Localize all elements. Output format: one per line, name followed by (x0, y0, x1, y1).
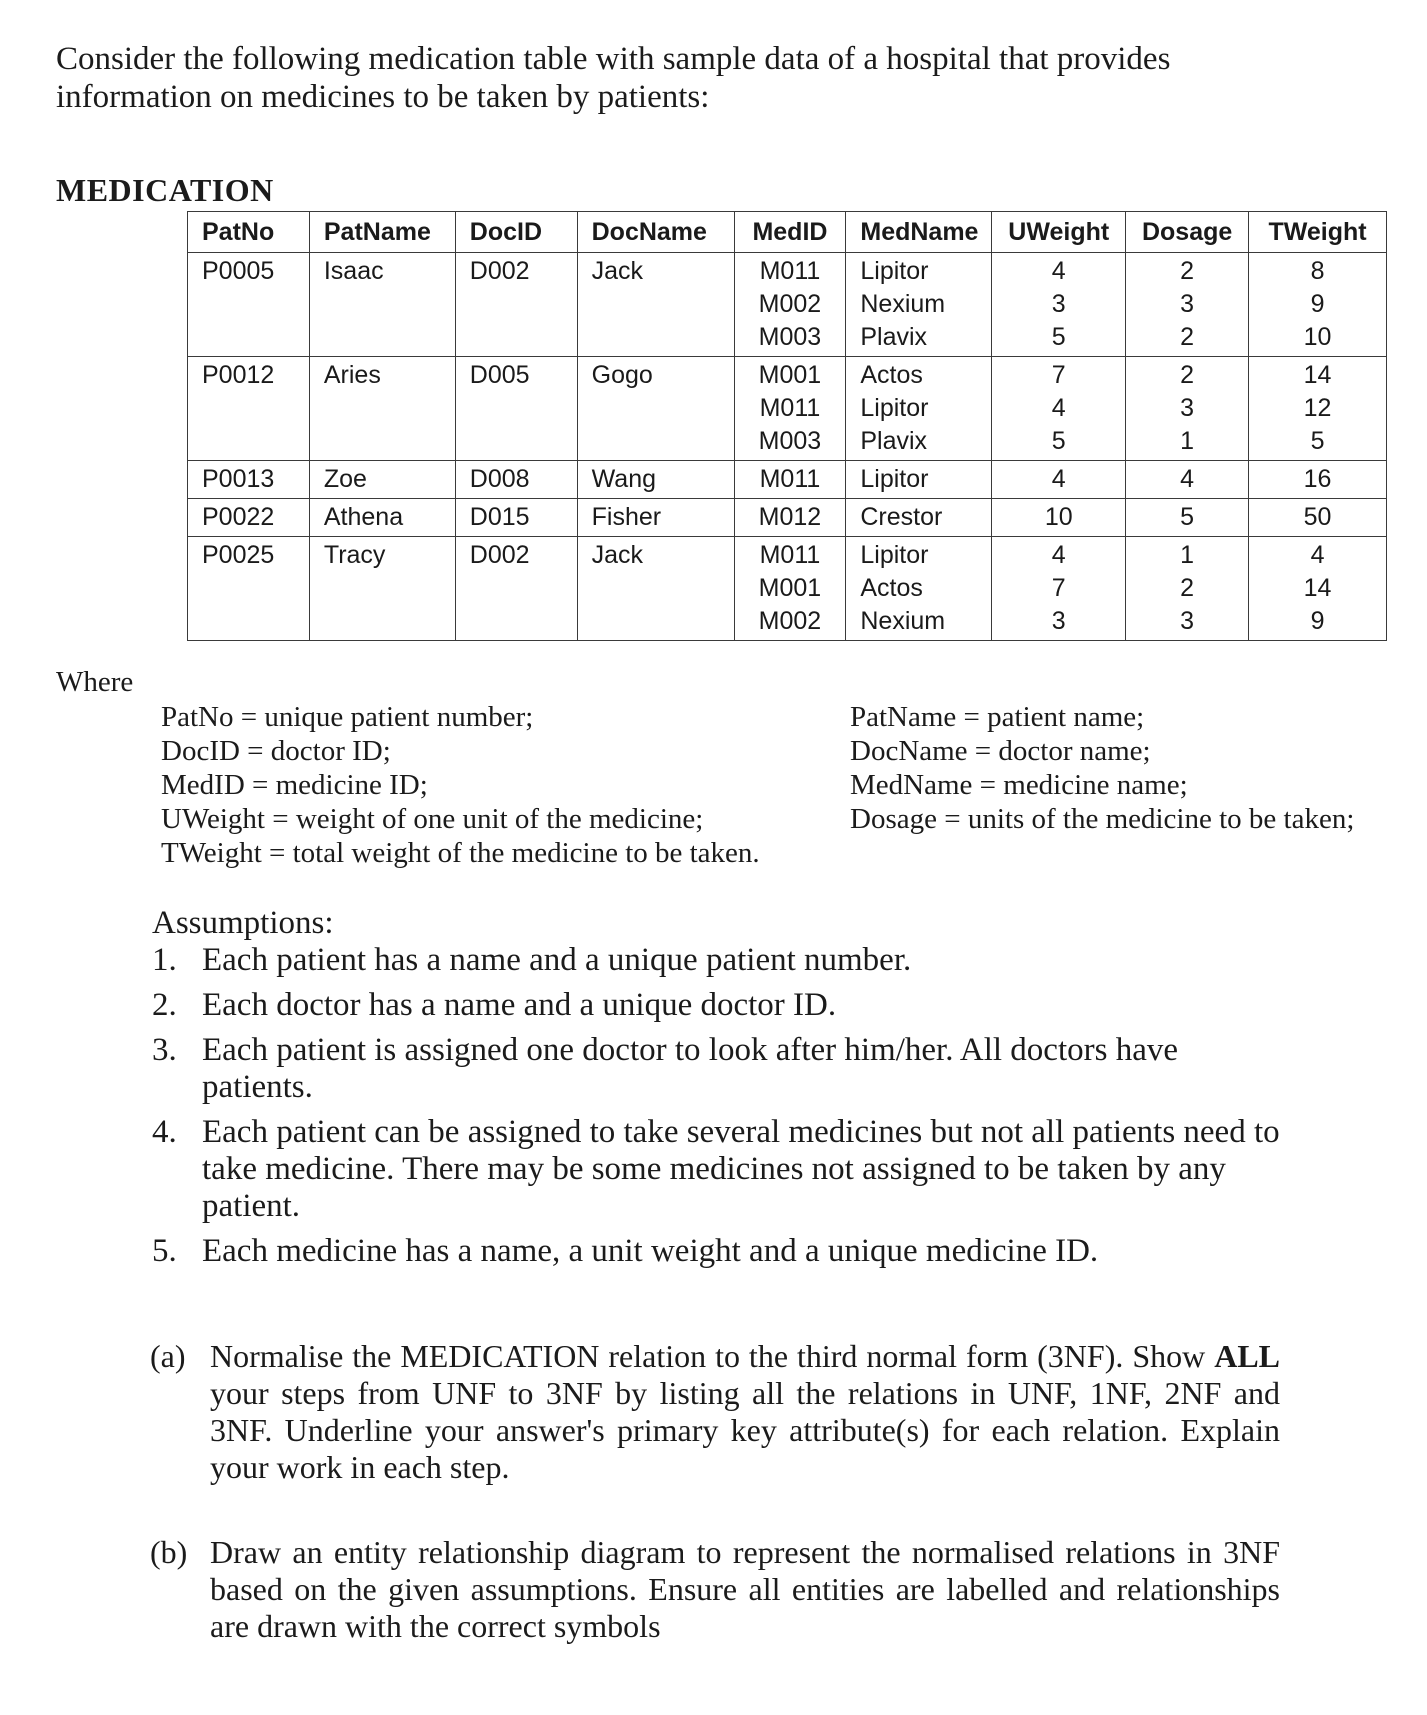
col-header-docname: DocName (577, 212, 734, 253)
definition: DocName = doctor name; (850, 735, 1151, 767)
cell-patno: P0025 (188, 537, 310, 641)
cell-docid: D002 (455, 537, 577, 641)
cell-medname: Lipitor Actos Nexium (846, 537, 992, 641)
cell-dosage: 2 3 1 (1126, 357, 1249, 461)
col-header-medname: MedName (846, 212, 992, 253)
cell-patno: P0012 (188, 357, 310, 461)
col-header-patno: PatNo (188, 212, 310, 253)
col-header-tweight: TWeight (1249, 212, 1387, 253)
cell-medname: Lipitor (846, 461, 992, 499)
cell-dosage: 5 (1126, 499, 1249, 537)
cell-uweight: 7 4 5 (992, 357, 1126, 461)
table-row (188, 357, 1387, 461)
col-header-uweight: UWeight (992, 212, 1126, 253)
medication-table (187, 211, 1387, 641)
question-a-label: (a) (150, 1338, 186, 1374)
cell-uweight: 4 3 5 (992, 253, 1126, 357)
cell-docname: Jack (577, 253, 734, 357)
cell-patname: Tracy (309, 537, 455, 641)
cell-medid: M011 M001 M002 (734, 537, 846, 641)
cell-uweight: 4 (992, 461, 1126, 499)
cell-tweight: 4 14 9 (1249, 537, 1387, 641)
question-b-text: Draw an entity relationship diagram to represent the normalised relations in 3NF based on the given assumptions. Ensure all entities are labelled and relationships are drawn with the correct symbols (210, 1534, 1280, 1644)
cell-medid: M012 (734, 499, 846, 537)
definition: PatNo = unique patient number; (161, 701, 534, 733)
cell-docid: D005 (455, 357, 577, 461)
cell-tweight: 14 12 5 (1249, 357, 1387, 461)
cell-patname: Athena (309, 499, 455, 537)
cell-docname: Fisher (577, 499, 734, 537)
table-row (188, 537, 1387, 641)
question-a-text: Normalise the MEDICATION relation to the third normal form (3NF). Show ALL your steps from UNF to 3NF by listing all the relations in UNF, 1NF, 2NF and 3NF. Underline your answer's primary key attribute(s) for each relation. Explain your work in each step. (210, 1338, 1280, 1485)
cell-docname: Jack (577, 537, 734, 641)
cell-docid: D002 (455, 253, 577, 357)
assumptions-section (152, 905, 1282, 1278)
cell-medname: Actos Lipitor Plavix (846, 357, 992, 461)
assumptions-list (152, 942, 1282, 1270)
assumption-item: 2. Each doctor has a name and a unique doctor ID. (152, 987, 837, 1023)
col-header-patname: PatName (309, 212, 455, 253)
cell-medid: M011 (734, 461, 846, 499)
cell-dosage: 2 3 2 (1126, 253, 1249, 357)
intro-paragraph: Consider the following medication table with sample data of a hospital that provides information on medicines to be taken by patients: (56, 41, 1171, 115)
definition: UWeight = weight of one unit of the medicine; (161, 803, 704, 835)
cell-tweight: 50 (1249, 499, 1387, 537)
cell-dosage: 1 2 3 (1126, 537, 1249, 641)
definition: MedID = medicine ID; (161, 769, 428, 801)
table-header-row (188, 212, 1387, 253)
cell-dosage: 4 (1126, 461, 1249, 499)
cell-medid: M001 M011 M003 (734, 357, 846, 461)
col-header-medid: MedID (734, 212, 846, 253)
col-header-docid: DocID (455, 212, 577, 253)
definition: TWeight = total weight of the medicine to be taken. (161, 837, 760, 869)
cell-patname: Zoe (309, 461, 455, 499)
cell-medid: M011 M002 M003 (734, 253, 846, 357)
assumption-item: 4. Each patient can be assigned to take several medicines but not all patients need to take medicine. There may be some medicines not assigned to be taken by any patient. (152, 1114, 1280, 1224)
table-row (188, 499, 1387, 537)
cell-patname: Aries (309, 357, 455, 461)
assumption-item: 5. Each medicine has a name, a unit weight and a unique medicine ID. (152, 1233, 1099, 1269)
cell-medname: Crestor (846, 499, 992, 537)
cell-tweight: 16 (1249, 461, 1387, 499)
cell-tweight: 8 9 10 (1249, 253, 1387, 357)
cell-medname: Lipitor Nexium Plavix (846, 253, 992, 357)
cell-patno: P0013 (188, 461, 310, 499)
table-row (188, 461, 1387, 499)
definition: Dosage = units of the medicine to be taken; (850, 803, 1355, 835)
definition: DocID = doctor ID; (161, 735, 391, 767)
table-title: MEDICATION (56, 172, 274, 208)
cell-uweight: 10 (992, 499, 1126, 537)
cell-uweight: 4 7 3 (992, 537, 1126, 641)
question-b-label: (b) (150, 1534, 188, 1570)
cell-docid: D008 (455, 461, 577, 499)
cell-docid: D015 (455, 499, 577, 537)
definition: MedName = medicine name; (850, 769, 1188, 801)
assumption-item: 1. Each patient has a name and a unique patient number. (152, 942, 912, 978)
cell-docname: Gogo (577, 357, 734, 461)
definitions-left (161, 700, 760, 870)
table-row (188, 253, 1387, 357)
cell-patno: P0022 (188, 499, 310, 537)
where-label: Where (56, 666, 134, 698)
cell-patno: P0005 (188, 253, 310, 357)
question-a (150, 1338, 1280, 1486)
definitions-right (850, 700, 1354, 836)
col-header-dosage: Dosage (1126, 212, 1249, 253)
assumptions-heading: Assumptions: (152, 905, 334, 941)
cell-patname: Isaac (309, 253, 455, 357)
question-b (150, 1534, 1280, 1645)
assumption-item: 3. Each patient is assigned one doctor to look after him/her. All doctors have patients. (152, 1032, 1178, 1105)
definition: PatName = patient name; (850, 701, 1145, 733)
cell-docname: Wang (577, 461, 734, 499)
